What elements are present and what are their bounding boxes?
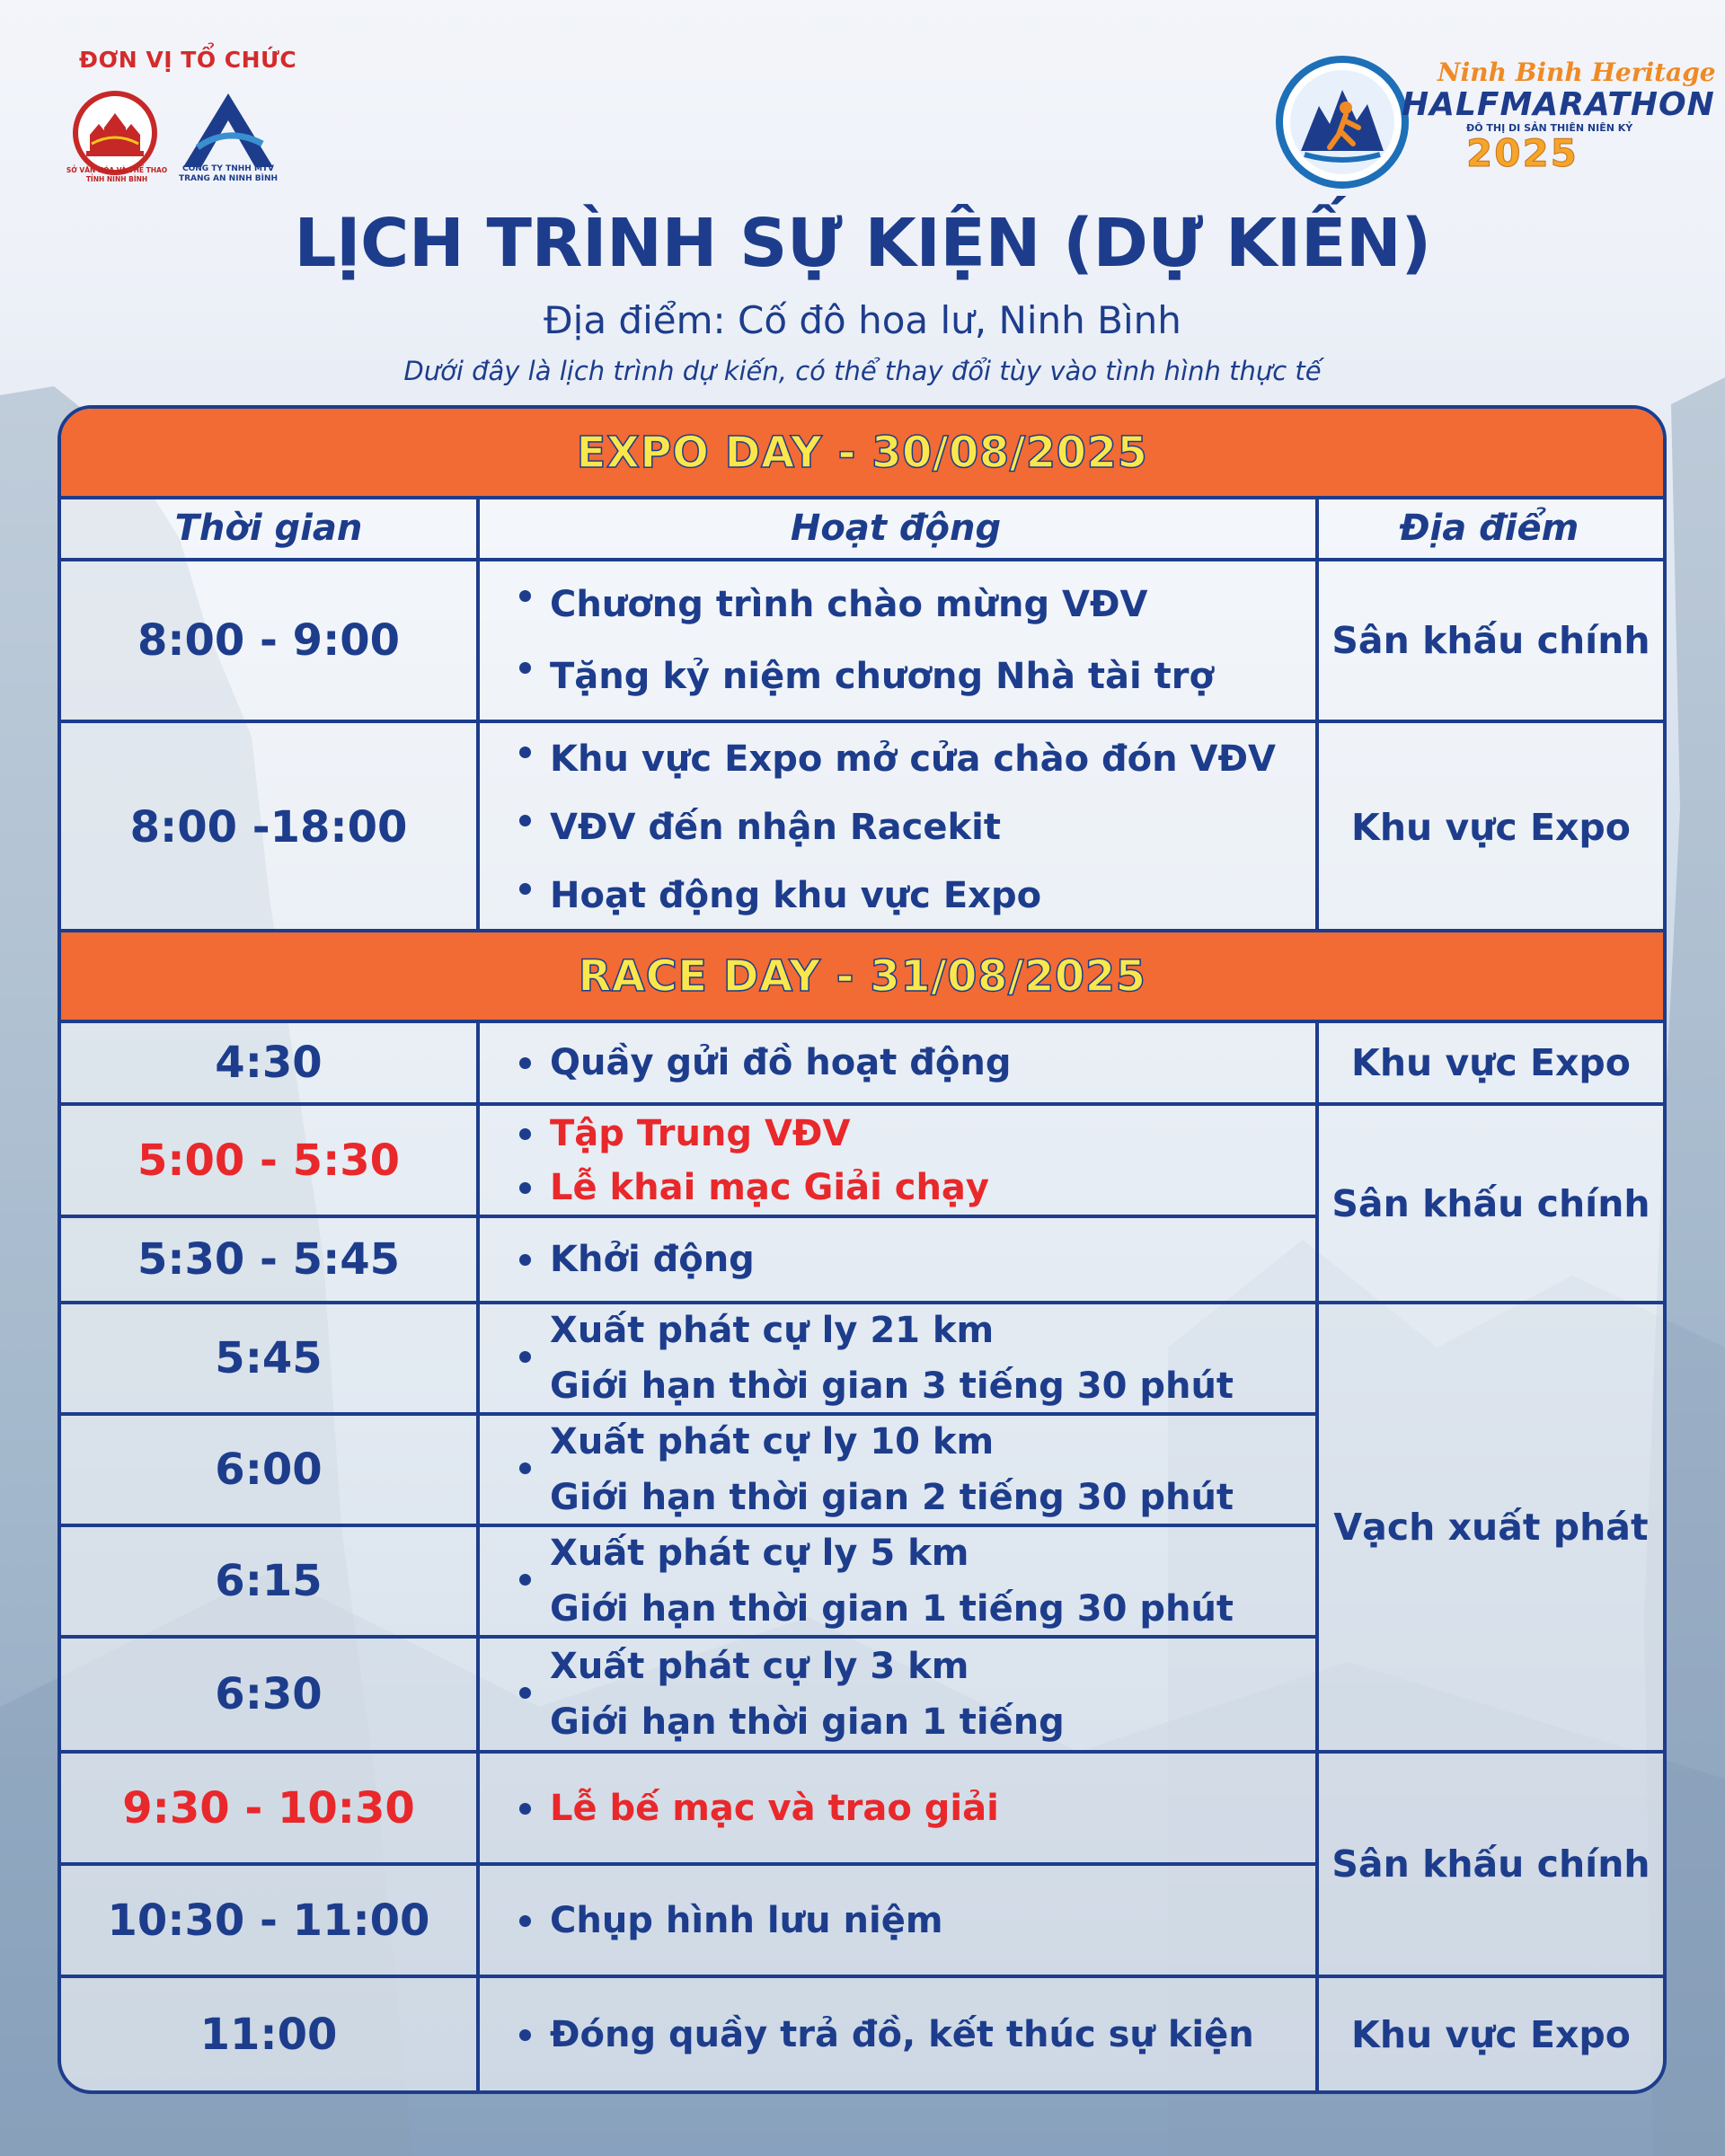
time-cell: 6:00 bbox=[215, 1445, 323, 1495]
place-cell: Khu vực Expo bbox=[1351, 1041, 1631, 1084]
activity-item bbox=[519, 1639, 1065, 1750]
time-cell: 9:30 - 10:30 bbox=[122, 1782, 415, 1833]
column-divider bbox=[1315, 496, 1319, 932]
column-header-time: Thời gian bbox=[174, 507, 363, 549]
activity-line: Giới hạn thời gian 2 tiếng 30 phút bbox=[550, 1477, 1234, 1518]
time-cell: 10:30 - 11:00 bbox=[107, 1895, 430, 1946]
place-cell: Sân khấu chính bbox=[1331, 1181, 1650, 1225]
place-cell: Khu vực Expo bbox=[1351, 805, 1631, 849]
time-cell: 4:30 bbox=[215, 1038, 323, 1088]
trang-an-company-caption: CÔNG TY TNHH MTV TRANG AN NINH BÌNH bbox=[178, 164, 279, 183]
page-title: LỊCH TRÌNH SỰ KIỆN (DỰ KIẾN) bbox=[294, 205, 1431, 282]
activity-item: Hoạt động khu vực Expo bbox=[519, 862, 1041, 930]
race-tagline: ĐÔ THỊ DI SẢN THIÊN NIÊN KỶ bbox=[1466, 122, 1633, 134]
expo-day-title: EXPO DAY - 30/08/2025 bbox=[576, 427, 1148, 478]
race-script-title: Ninh Binh Heritage bbox=[1438, 57, 1716, 87]
activity-item: Chụp hình lưu niệm bbox=[519, 1894, 943, 1948]
activity-item: Đóng quầy trả đồ, kết thúc sự kiện bbox=[519, 2008, 1254, 2062]
time-cell: 6:30 bbox=[215, 1669, 323, 1719]
activity-cell bbox=[480, 1106, 1315, 1215]
time-cell: 11:00 bbox=[199, 2009, 338, 2060]
activity-cell bbox=[480, 1304, 1315, 1412]
place-cell: Sân khấu chính bbox=[1331, 619, 1650, 662]
activity-cell bbox=[480, 723, 1315, 931]
time-cell: 5:30 - 5:45 bbox=[137, 1234, 401, 1285]
time-cell: 8:00 - 9:00 bbox=[137, 615, 401, 666]
activity-item: Tặng kỷ niệm chương Nhà tài trợ bbox=[519, 641, 1214, 712]
culture-department-caption: SỞ VĂN HÓA VÀ THỂ THAO TỈNH NINH BÌNH bbox=[66, 166, 168, 183]
activity-item: Chương trình chào mừng VĐV bbox=[519, 569, 1147, 641]
time-cell: 5:00 - 5:30 bbox=[137, 1135, 401, 1186]
column-divider bbox=[1315, 1023, 1319, 2094]
race-day-title: RACE DAY - 31/08/2025 bbox=[578, 950, 1146, 1002]
activity-line: Xuất phát cự ly 3 km bbox=[550, 1646, 969, 1687]
activity-item: Khu vực Expo mở cửa chào đón VĐV bbox=[519, 725, 1276, 793]
column-header-activity: Hoạt động bbox=[790, 507, 1002, 549]
activity-cell bbox=[480, 1023, 1315, 1102]
activity-item bbox=[519, 1303, 1234, 1414]
expo-day-banner bbox=[61, 409, 1663, 499]
schedule-table bbox=[58, 405, 1667, 2094]
column-header-place: Địa điểm bbox=[1399, 507, 1579, 549]
activity-cell bbox=[480, 1754, 1315, 1862]
race-day-banner bbox=[61, 929, 1663, 1023]
activity-item: Quầy gửi đồ hoạt động bbox=[519, 1036, 1011, 1090]
activity-item: Khởi động bbox=[519, 1233, 755, 1286]
culture-department-logo bbox=[70, 88, 160, 178]
time-cell: 5:45 bbox=[215, 1333, 323, 1383]
schedule-note: Dưới đây là lịch trình dự kiến, có thể thay đổi tùy vào tình hình thực tế bbox=[403, 356, 1322, 386]
event-location: Địa điểm: Cố đô hoa lư, Ninh Bình bbox=[544, 298, 1181, 342]
column-divider bbox=[476, 496, 480, 932]
time-cell: 6:15 bbox=[215, 1556, 323, 1606]
activity-cell bbox=[480, 1978, 1315, 2090]
time-cell: 8:00 -18:00 bbox=[129, 801, 408, 853]
race-brand-title: HALFMARATHON bbox=[1402, 86, 1715, 123]
activity-item: Lễ bế mạc và trao giải bbox=[519, 1781, 999, 1835]
place-cell: Sân khấu chính bbox=[1331, 1842, 1650, 1886]
activity-line: Xuất phát cự ly 10 km bbox=[550, 1421, 995, 1462]
activity-item bbox=[519, 1414, 1234, 1525]
activity-item: Tập Trung VĐV bbox=[519, 1107, 850, 1161]
activity-cell bbox=[480, 1218, 1315, 1301]
place-cell: Vạch xuất phát bbox=[1333, 1506, 1649, 1549]
activity-line: Giới hạn thời gian 1 tiếng bbox=[550, 1701, 1065, 1743]
activity-cell bbox=[480, 1866, 1315, 1975]
activity-line: Giới hạn thời gian 3 tiếng 30 phút bbox=[550, 1365, 1234, 1407]
activity-line: Giới hạn thời gian 1 tiếng 30 phút bbox=[550, 1588, 1234, 1630]
activity-item: Lễ khai mạc Giải chạy bbox=[519, 1161, 989, 1215]
activity-cell bbox=[480, 1527, 1315, 1635]
activity-line: Xuất phát cự ly 21 km bbox=[550, 1310, 995, 1351]
activity-item bbox=[519, 1525, 1234, 1637]
activity-cell bbox=[480, 1639, 1315, 1750]
organizer-label: ĐƠN VỊ TỔ CHỨC bbox=[79, 47, 297, 73]
activity-cell bbox=[480, 561, 1315, 720]
column-divider bbox=[476, 1023, 480, 2094]
race-year: 2025 bbox=[1466, 131, 1579, 175]
trang-an-company-logo bbox=[180, 90, 277, 171]
activity-cell bbox=[480, 1416, 1315, 1524]
activity-item: VĐV đến nhận Racekit bbox=[519, 793, 1001, 862]
activity-line: Xuất phát cự ly 5 km bbox=[550, 1533, 969, 1574]
place-cell: Khu vực Expo bbox=[1351, 2012, 1631, 2056]
half-marathon-emblem bbox=[1274, 54, 1411, 190]
